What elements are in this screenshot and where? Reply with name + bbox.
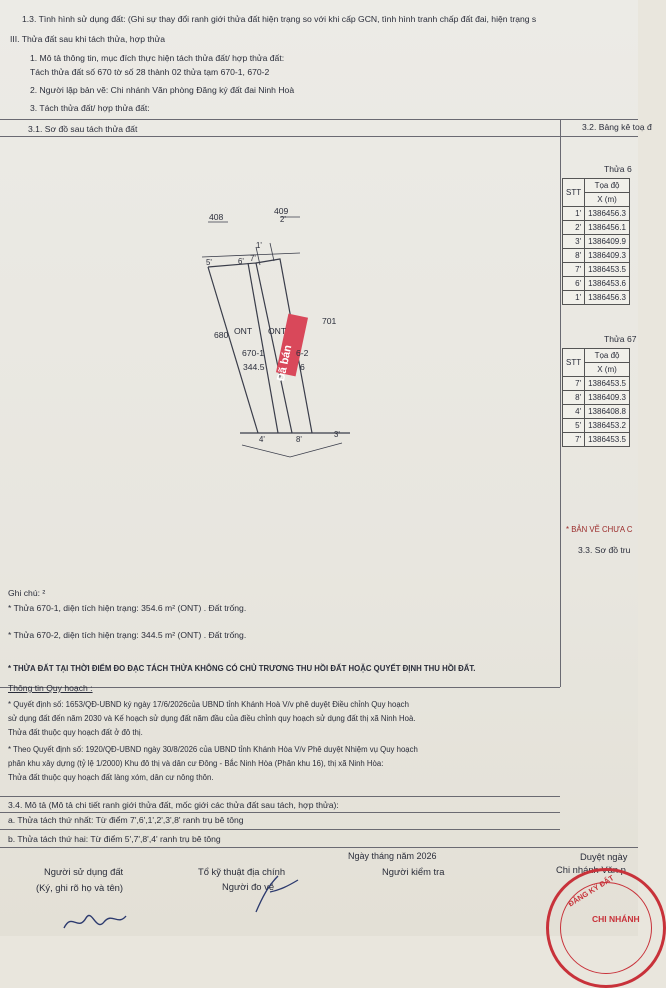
section-iii-title: III. Thửa đất sau khi tách thửa, hợp thửa [10, 34, 166, 44]
table1-header-x: X (m) [585, 193, 630, 207]
parcel-diagram [180, 195, 370, 455]
divider [0, 847, 638, 848]
boundary-description-b: b. Thửa tách thứ hai: Từ điểm 5',7',8',4' ranh trụ bê tông [8, 834, 221, 844]
table-row: 4' 1386408.8 [563, 405, 630, 419]
table2-header-x: X (m) [585, 363, 630, 377]
planning-info-title: Thông tin Quy hoạch : [8, 683, 93, 693]
table-row: 6' 1386453.6 [563, 277, 630, 291]
point-8: 8' [296, 435, 302, 444]
table2-header-toado: Tọa độ [585, 349, 630, 363]
point-4: 4' [259, 435, 265, 444]
neighbor-parcel-680: 680 [214, 330, 229, 340]
neighbor-parcel-409: 409 [274, 206, 289, 216]
parcel-area-right: 6 [300, 362, 305, 372]
neighbor-parcel-701: 701 [322, 316, 337, 326]
table-row: 7' 1386453.5 [563, 377, 630, 391]
point-5: 5' [206, 258, 212, 267]
surveyor-signature [248, 868, 308, 918]
section-3-2-title: 3.2. Bảng kê toạ đ [582, 122, 652, 132]
owner-subtitle: (Ký, ghi rõ họ và tên) [36, 882, 124, 893]
land-type-right: ONT [268, 326, 287, 336]
text-1-3: 1.3. Tình hình sử dụng đất: (Ghi sự thay đổi ranh giới thửa đất hiện trạng so với khi cấp GCN, tình hình tranh chấp đất đai, hiện trạng s [22, 14, 537, 24]
no-revocation-warning: * THỬA ĐẤT TẠI THỜI ĐIỂM ĐO ĐẠC TÁCH THỬA KHÔNG CÓ CHỦ TRƯƠNG THU HỒI ĐẤT HOẶC QUYẾT ĐỊNH THU HỒI ĐẤT. [8, 664, 476, 673]
section-3-3-title: 3.3. Sơ đồ tru [578, 545, 631, 555]
table-row: 7' 1386453.5 [563, 433, 630, 447]
sold-watermark-text: Đã bán [275, 343, 295, 383]
point-3: 3' [334, 430, 340, 439]
table-row: 8' 1386409.3 [563, 391, 630, 405]
text-item-1: 1. Mô tả thông tin, mục đích thực hiện tách thửa đất/ hợp thửa đất: [30, 53, 285, 63]
approval-date-label: Duyệt ngày [580, 851, 628, 862]
parcel-number-right: 6-2 [296, 348, 309, 358]
point-1: 1' [256, 241, 262, 250]
coordinates-table-1 [562, 178, 630, 305]
sign-date: Ngày tháng năm 2026 [348, 851, 437, 861]
table2-header-stt: STT [563, 349, 585, 377]
checker-title: Người kiểm tra [382, 866, 445, 877]
planning-decision-1-line-1: * Quyết định số: 1653/QĐ-UBND ký ngày 17/6/2026của UBND tỉnh Khánh Hoà V/v phê duyệt Điều chỉnh Quy hoạch [8, 700, 409, 709]
parcel-area-left: 344.5 [243, 362, 265, 372]
stamp-text-branch: CHI NHÁNH [592, 914, 640, 924]
divider [0, 829, 560, 830]
planning-decision-2-line-1: * Theo Quyết định số: 1920/QĐ-UBND ngày 30/8/2026 của UBND tỉnh Khánh Hòa V/v Phê duyệt Nhiệm vụ Quy hoạch [8, 745, 418, 754]
table-row: 1' 1386456.3 [563, 291, 630, 305]
point-6: 6' [238, 257, 244, 266]
divider [0, 812, 560, 813]
boundary-description-a: a. Thửa tách thứ nhất: Từ điểm 7',6',1',2',3',8' ranh trụ bê tông [8, 815, 244, 825]
table-row: 5' 1386453.2 [563, 419, 630, 433]
branch-office-label: Chi nhánh Văn p [556, 864, 626, 875]
point-2: 2' [280, 215, 286, 224]
table-row: 3' 1386409.9 [563, 235, 630, 249]
section-3-4-title: 3.4. Mô tả (Mô tả chi tiết ranh giới thửa đất, mốc giới các thửa đất sau tách, hợp thửa): [8, 800, 339, 810]
surveyor-title: Người đo vẽ [222, 881, 275, 892]
drawing-note: * BẢN VẼ CHƯA C [566, 525, 633, 534]
planning-decision-1-line-3: Thửa đất thuộc quy hoạch đất ở đô thị. [8, 728, 143, 737]
stamp-text-registration: ĐĂNG KÝ ĐẤT [566, 873, 616, 909]
planning-decision-2-line-3: Thửa đất thuộc quy hoạch đất làng xóm, dân cư nông thôn. [8, 773, 214, 782]
owner-signature [60, 902, 150, 936]
note-parcel-2: * Thửa 670-2, diện tích hiện trạng: 344.5 m² (ONT) . Đất trống. [8, 630, 247, 640]
text-item-3: 3. Tách thửa đất/ hợp thửa đất: [30, 103, 150, 113]
coordinates-table-2 [562, 348, 630, 447]
section-3-1-title: 3.1. Sơ đồ sau tách thửa đất [28, 124, 138, 134]
planning-decision-2-line-2: phân khu xây dựng (tỷ lệ 1/2000) Khu đô thị và dân cư Đông - Bắc Ninh Hòa (Phân khu 16), thị xã Ninh Hòa: [8, 759, 384, 768]
note-parcel-1: * Thửa 670-1, diện tích hiện trạng: 354.6 m² (ONT) . Đất trống. [8, 603, 247, 613]
text-item-2: 2. Người lập bản vẽ: Chi nhánh Văn phòng Đăng ký đất đai Ninh Hoà [30, 85, 295, 95]
divider [0, 119, 638, 120]
land-type-left: ONT [234, 326, 253, 336]
table-row: 8' 1386409.3 [563, 249, 630, 263]
column-divider [560, 119, 561, 687]
technical-team-title: Tổ kỹ thuật địa chính [198, 866, 286, 877]
table2-caption: Thửa 67 [604, 334, 637, 344]
table1-header-toado: Tọa độ [585, 179, 630, 193]
note-heading: Ghi chú: ² [8, 588, 46, 598]
table1-caption: Thửa 6 [604, 164, 632, 174]
point-7: 7' [250, 254, 256, 263]
owner-title: Người sử dụng đất [44, 866, 124, 877]
divider [0, 136, 638, 137]
table1-header-stt: STT [563, 179, 585, 207]
table-row: 7' 1386453.5 [563, 263, 630, 277]
parcel-number-left: 670-1 [242, 348, 264, 358]
table-row: 1' 1386456.3 [563, 207, 630, 221]
text-item-1-detail: Tách thửa đất số 670 tờ số 28 thành 02 thửa tạm 670-1, 670-2 [30, 67, 270, 77]
table-row: 2' 1386456.1 [563, 221, 630, 235]
divider [0, 796, 560, 797]
planning-decision-1-line-2: sử dụng đất đến năm 2030 và Kế hoạch sử dụng đất năm đầu của điều chỉnh quy hoạch sử dụng đất thị xã Ninh Hoà. [8, 714, 416, 723]
neighbor-parcel-408: 408 [209, 212, 224, 222]
